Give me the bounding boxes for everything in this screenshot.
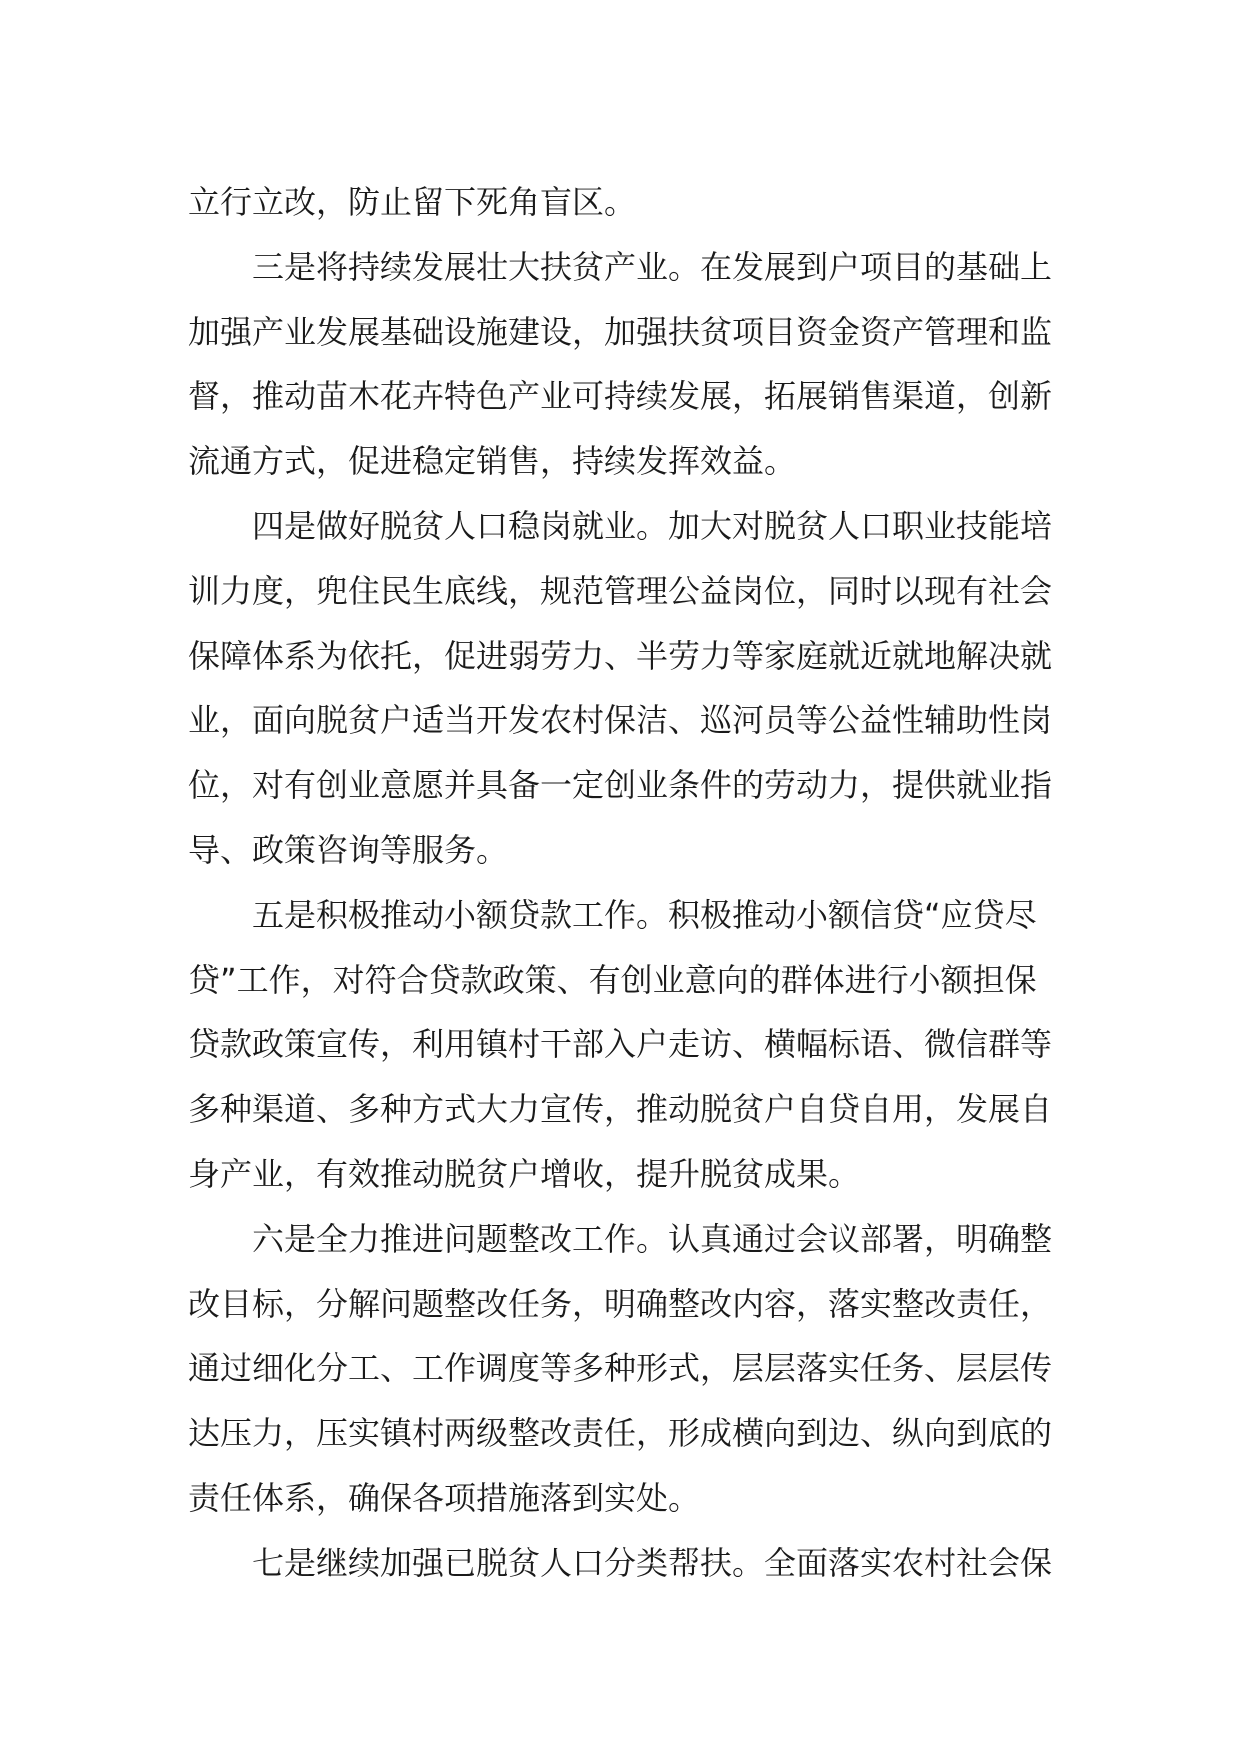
text-line: 立行立改，防止留下死角盲区。 [188,183,637,221]
text-line: 改目标，分解问题整改任务，明确整改内容，落实整改责任， [188,1284,1053,1323]
body-text [188,170,1058,1596]
text-line: 贷款政策宣传，利用镇村干部入户走访、横幅标语、微信群等 [188,1025,1053,1064]
paragraph-first-line: 三是将持续发展壮大扶贫产业。在发展到户项目的基础上 [252,247,1053,286]
text-line: 导、政策咨询等服务。 [188,830,509,869]
text-line: 加强产业发展基础设施建设，加强扶贫项目资金资产管理和监 [188,312,1053,351]
text-line: 训力度，兜住民生底线，规范管理公益岗位，同时以现有社会 [188,571,1053,610]
text-line: 通过细化分工、工作调度等多种形式，层层落实任务、层层传 [188,1349,1053,1388]
text-line: 流通方式，促进稳定销售，持续发挥效益。 [188,442,797,481]
text-line: 督，推动苗木花卉特色产业可持续发展，拓展销售渠道，创新 [188,377,1053,416]
text-line: 保障体系为依托，促进弱劳力、半劳力等家庭就近就地解决就 [188,636,1053,675]
paragraph-first-line: 四是做好脱贫人口稳岗就业。加大对脱贫人口职业技能培 [252,506,1053,545]
text-line: 身产业，有效推动脱贫户增收，提升脱贫成果。 [188,1154,861,1193]
text-line: 达压力，压实镇村两级整改责任，形成横向到边、纵向到底的 [188,1414,1053,1453]
text-line: 贷”工作，对符合贷款政策、有创业意向的群体进行小额担保 [188,960,1037,999]
text-line: 多种渠道、多种方式大力宣传，推动脱贫户自贷自用，发展自 [188,1090,1053,1129]
paragraph-first-line: 五是积极推动小额贷款工作。积极推动小额信贷“应贷尽 [252,895,1037,934]
text-line: 业，面向脱贫户适当开发农村保洁、巡河员等公益性辅助性岗 [188,701,1053,740]
paragraph-first-line: 六是全力推进问题整改工作。认真通过会议部署，明确整 [252,1219,1053,1258]
text-line: 责任体系，确保各项措施落到实处。 [188,1478,701,1517]
paragraph-first-line: 七是继续加强已脱贫人口分类帮扶。全面落实农村社会保 [252,1543,1053,1582]
text-line: 位，对有创业意愿并具备一定创业条件的劳动力，提供就业指 [188,766,1053,805]
